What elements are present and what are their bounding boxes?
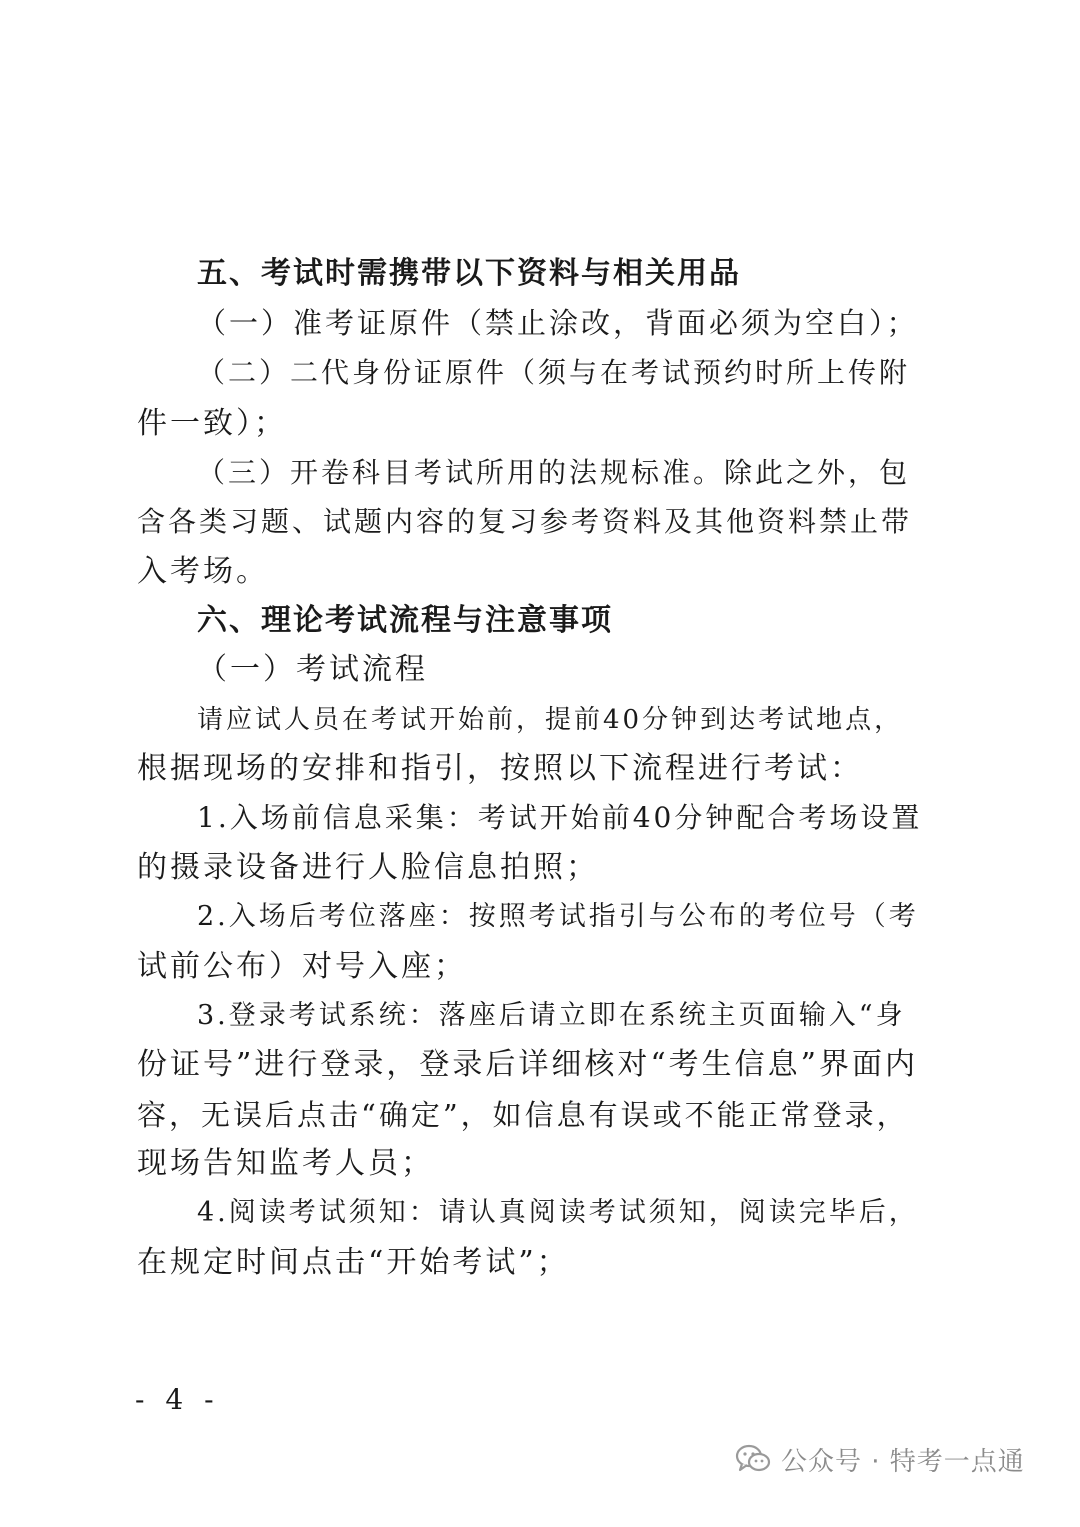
wechat-icon <box>735 1444 771 1474</box>
page-number: - 4 - <box>135 1383 220 1416</box>
paragraph-line: 1.入场前信息采集：考试开始前40分钟配合考场设置 <box>197 801 923 834</box>
paragraph-line: 入考场。 <box>137 554 269 589</box>
paragraph-line: 含各类习题、试题内容的复习参考资料及其他资料禁止带 <box>137 505 913 538</box>
paragraph-line: 请应试人员在考试开始前，提前40分钟到达考试地点， <box>197 705 904 735</box>
paragraph-line: （三）开卷科目考试所用的法规标准。除此之外，包 <box>197 456 911 489</box>
paragraph-line: 4.阅读考试须知：请认真阅读考试须知，阅读完毕后， <box>197 1197 919 1228</box>
paragraph-line: 件一致）； <box>137 406 287 441</box>
paragraph-line: （一）考试流程 <box>197 652 428 687</box>
paragraph-line: 的摄录设备进行人脸信息拍照； <box>137 850 599 885</box>
paragraph-line: 试前公布）对号入座； <box>137 949 467 984</box>
paragraph-line: 3.登录考试系统：落座后请立即在系统主页面输入“身 <box>197 1000 906 1031</box>
paragraph-line: （一）准考证原件（禁止涂改，背面必须为空白）； <box>197 306 919 340</box>
paragraph-line: 现场告知监考人员； <box>137 1146 434 1181</box>
watermark-text: 公众号 · 特考一点通 <box>781 1446 1025 1477</box>
paragraph-line: 容，无误后点击“确定”，如信息有误或不能正常登录， <box>137 1098 909 1132</box>
paragraph-line: 2.入场后考位落座：按照考试指引与公布的考位号（考 <box>197 901 919 932</box>
paragraph-line: 份证号”进行登录，登录后详细核对“考生信息”界面内 <box>137 1047 919 1082</box>
paragraph-line: 在规定时间点击“开始考试”； <box>137 1245 570 1280</box>
watermark <box>735 1437 1025 1481</box>
paragraph-line: 根据现场的安排和指引，按照以下流程进行考试： <box>137 751 863 786</box>
section-heading: 五、考试时需携带以下资料与相关用品 <box>197 256 741 291</box>
section-heading: 六、理论考试流程与注意事项 <box>197 603 613 638</box>
paragraph-line: （二）二代身份证原件（须与在考试预约时所上传附 <box>197 356 911 389</box>
